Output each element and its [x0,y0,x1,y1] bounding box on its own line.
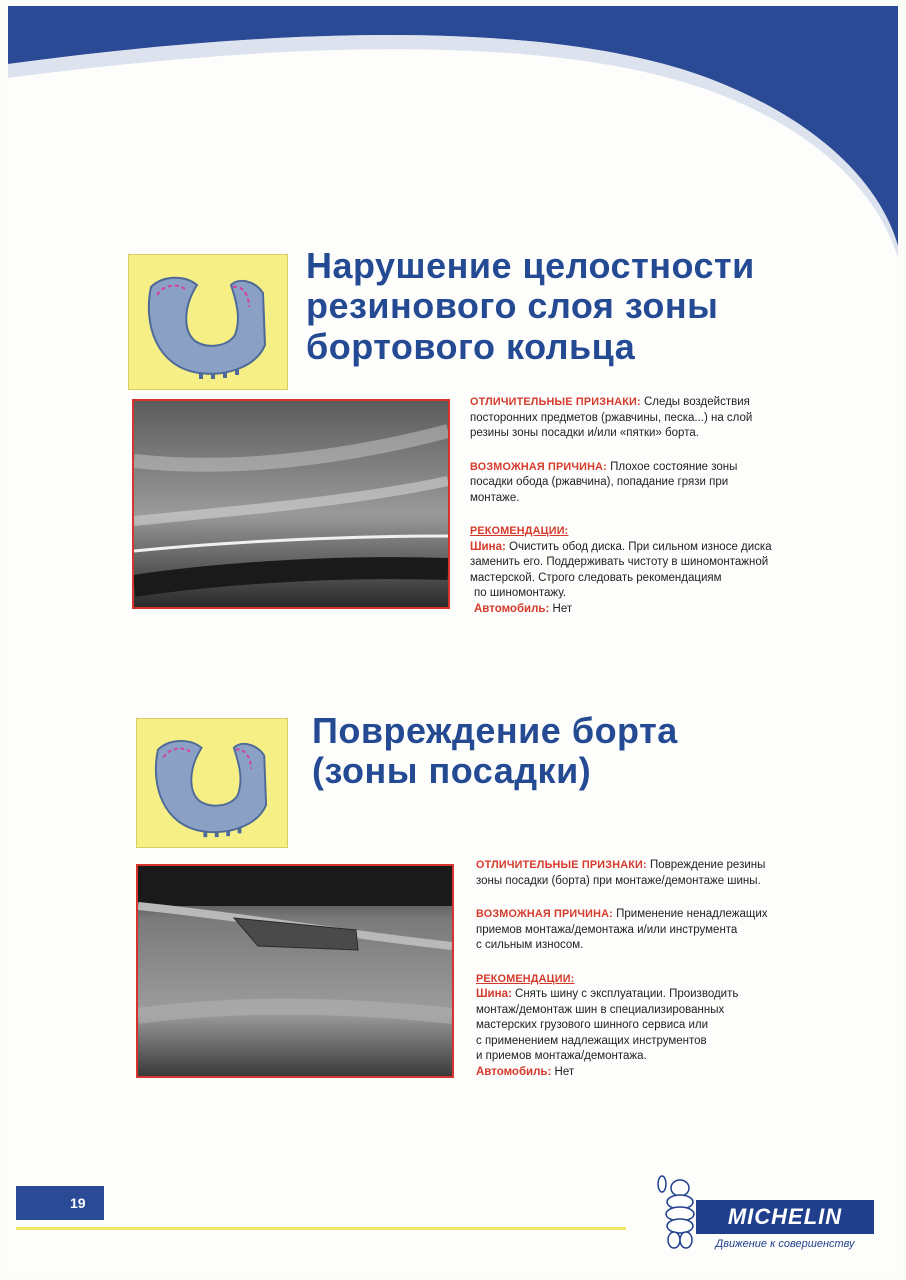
tire-text: и приемов монтажа/демонтажа. [476,1050,647,1062]
tire-text: Снять шину с эксплуатации. Производить [515,988,739,1000]
section-2-title [312,711,678,792]
michelin-logo [650,1172,886,1262]
blue-swoosh-decoration [8,6,898,1272]
cause-text: Применение ненадлежащих [616,908,768,920]
recommendations-label: РЕКОМЕНДАЦИИ: [476,972,575,985]
michelin-wordmark: MICHELIN [696,1200,874,1234]
tire-text: монтаж/демонтаж шин в специализированных [476,1003,725,1016]
signs-label: ОТЛИЧИТЕЛЬНЫЕ ПРИЗНАКИ: [470,396,641,408]
brochure-page [8,6,898,1272]
cause-text: посадки обода (ржавчина), попадание грязи при [470,476,729,488]
signs-text: зоны посадки (борта) при монтаже/демонтаже шины. [476,874,761,887]
section-1-title [306,246,755,367]
tire-bead-diagram-badge-1 [128,254,288,390]
tire-cross-section-icon [129,255,287,389]
title-line: Повреждение борта [312,710,678,751]
signs-text: Следы воздействия [643,396,750,408]
signs-text: резины зоны посадки и/или «пятки» борта. [470,427,699,439]
signs-paragraph [476,858,800,889]
title-line: (зоны посадки) [312,750,592,792]
signs-text: посторонних предметов (ржавчины, песка...) на слой [470,411,753,424]
tire-text: с применением надлежащих инструментов [476,1034,707,1047]
tire-label: Шина: [476,988,512,1000]
tire-text: заменить его. Поддерживать чистоту в шиномонтажной [470,556,769,568]
cause-text: монтаже. [470,491,520,504]
title-line: резинового слоя зоны [306,285,719,327]
bead-damage-photo-1 [132,399,450,609]
section-1-description [470,395,798,617]
brand-tagline: Движение к совершенству [715,1238,855,1250]
signs-label: ОТЛИЧИТЕЛЬНЫЕ ПРИЗНАКИ: [476,859,647,871]
car-label: Автомобиль: [474,602,550,615]
page-number: 19 [16,1186,104,1220]
tire-cross-section-icon [137,719,287,847]
cause-text: Плохое состояние зоны [610,460,738,473]
tire-text: мастерских грузового шинного сервиса или [476,1019,709,1031]
cause-label: ВОЗМОЖНАЯ ПРИЧИНА: [476,908,613,920]
signs-text: Повреждение резины [649,859,766,871]
title-line: Нарушение целостности [306,245,755,286]
tire-label: Шина: [470,540,506,553]
tire-text: Очистить обод диска. При сильном износе диска [509,540,772,553]
recommendations-label: РЕКОМЕНДАЦИИ: [470,525,569,537]
cause-paragraph [470,460,798,507]
tire-bead-diagram-badge-2 [136,718,288,848]
signs-paragraph [470,395,798,442]
tire-text: мастерской. Строго следовать рекомендациям [470,571,722,584]
cause-paragraph [476,907,800,954]
cause-label: ВОЗМОЖНАЯ ПРИЧИНА: [470,460,607,473]
cause-text: приемов монтажа/демонтажа и/или инструмента [476,923,738,936]
footer-divider [16,1227,626,1230]
car-text: Нет [552,602,573,615]
section-2-description [476,858,800,1080]
bead-damage-photo-2 [136,864,454,1078]
recommendations [470,524,798,617]
tire-text: по шиномонтажу. [474,587,567,599]
recommendations [476,972,800,1081]
car-text: Нет [554,1065,575,1078]
car-label: Автомобиль: [476,1065,552,1078]
cause-text: с сильным износом. [476,939,584,951]
title-line: бортового кольца [306,325,636,367]
